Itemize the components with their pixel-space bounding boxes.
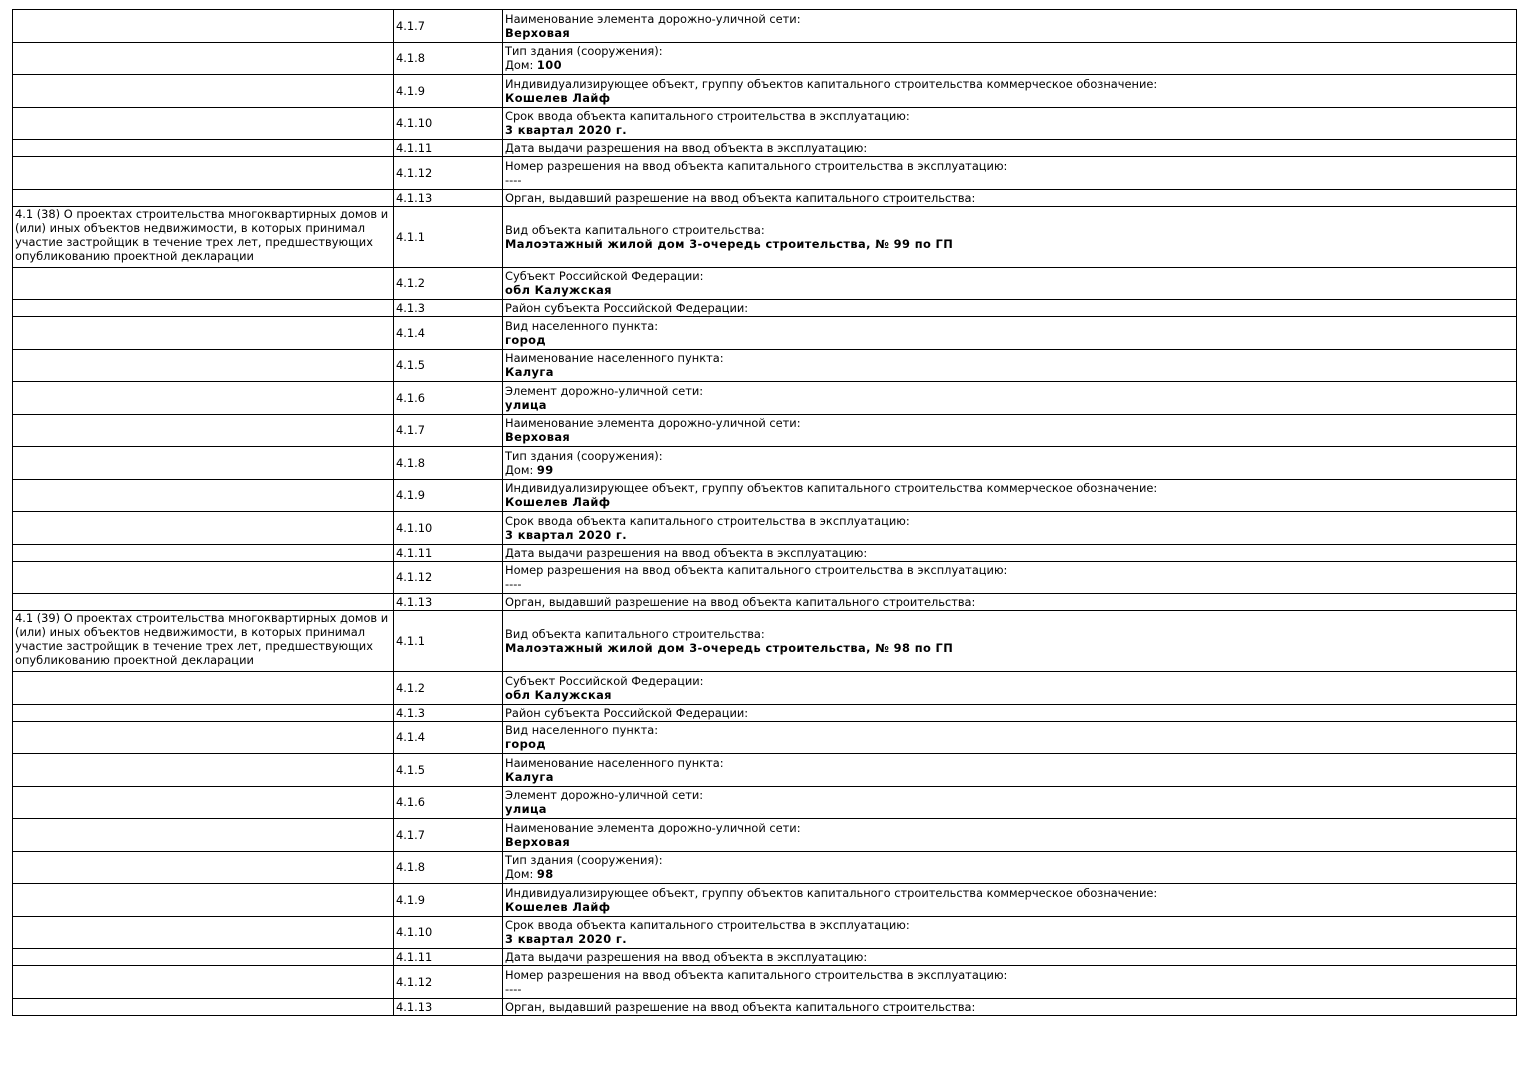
item-content: [503, 42, 1517, 75]
item-code: 4.1.7: [394, 10, 503, 43]
section-cell: [13, 704, 394, 721]
item-code: 4.1.10: [394, 107, 503, 140]
item-value-line: [505, 237, 1514, 251]
item-value: 98: [536, 867, 554, 882]
item-empty-value: ----: [505, 172, 522, 187]
section-cell: [13, 300, 394, 317]
item-value-line: [505, 770, 1514, 784]
item-label: Индивидуализирующее объект, группу объектов капитального строительства коммерческое обозначение:: [505, 481, 1158, 496]
item-value: город: [505, 737, 546, 752]
item-value: улица: [505, 397, 547, 412]
item-value: Малоэтажный жилой дом 3-очередь строительства, № 98 по ГП: [505, 641, 954, 655]
item-value-line: [505, 283, 1514, 297]
item-content: [503, 672, 1517, 705]
item-content: [503, 447, 1517, 480]
table-row: [13, 884, 1517, 917]
item-value-prefix: Дом:: [505, 462, 537, 477]
section-cell: [13, 479, 394, 512]
item-code: 4.1.7: [394, 414, 503, 447]
item-code: 4.1.12: [394, 561, 503, 594]
table-row: [13, 140, 1517, 157]
section-cell: [13, 349, 394, 382]
item-content: [503, 998, 1517, 1015]
item-code: 4.1.3: [394, 300, 503, 317]
section-cell: 4.1 (38) О проектах строительства многоквартирных домов и (или) иных объектов недвижимости, в которых принимал участие застройщик в течение трех лет, предшествующих опубликованию проектной декларации: [13, 206, 394, 267]
table-row: [13, 786, 1517, 819]
item-value-line: [505, 333, 1514, 347]
item-value: Малоэтажный жилой дом 3-очередь строительства, № 99 по ГП: [505, 236, 954, 251]
item-label: Район субъекта Российской Федерации:: [505, 705, 749, 720]
item-content: [503, 317, 1517, 350]
item-label: Срок ввода объекта капитального строительства в эксплуатацию:: [505, 513, 910, 528]
section-cell: [13, 75, 394, 108]
item-content: [503, 594, 1517, 611]
item-content: [503, 107, 1517, 140]
item-value-line: [505, 123, 1514, 137]
table-row: [13, 949, 1517, 966]
section-cell: 4.1 (39) О проектах строительства многоквартирных домов и (или) иных объектов недвижимости, в которых принимал участие застройщик в течение трех лет, предшествующих опубликованию проектной декларации: [13, 611, 394, 672]
item-content: [503, 966, 1517, 999]
section-cell: [13, 414, 394, 447]
section-cell: [13, 544, 394, 561]
item-label: Орган, выдавший разрешение на ввод объекта капитального строительства:: [505, 190, 976, 205]
item-content: [503, 754, 1517, 787]
item-code: 4.1.12: [394, 157, 503, 190]
declaration-table: [12, 9, 1517, 1016]
item-code: 4.1.2: [394, 267, 503, 300]
item-label: Вид объекта капитального строительства:: [505, 222, 765, 237]
item-value-line: [505, 867, 1514, 881]
item-label: Наименование элемента дорожно-уличной сети:: [505, 11, 801, 26]
item-code: 4.1.9: [394, 75, 503, 108]
section-cell: [13, 884, 394, 917]
item-value: Кошелев Лайф: [505, 90, 611, 105]
item-value: обл Калужская: [505, 283, 612, 298]
item-label: Субъект Российской Федерации:: [505, 673, 704, 688]
table-row: [13, 611, 1517, 672]
section-cell: [13, 754, 394, 787]
item-value: 3 квартал 2020 г.: [505, 123, 628, 138]
item-label: Орган, выдавший разрешение на ввод объекта капитального строительства:: [505, 595, 976, 609]
item-label: Тип здания (сооружения):: [505, 448, 663, 463]
table-row: [13, 966, 1517, 999]
table-row: [13, 544, 1517, 561]
section-cell: [13, 140, 394, 157]
table-row: [13, 704, 1517, 721]
item-label: Наименование населенного пункта:: [505, 755, 724, 770]
table-row: [13, 317, 1517, 350]
table-row: [13, 300, 1517, 317]
section-cell: [13, 916, 394, 949]
item-content: [503, 916, 1517, 949]
section-cell: [13, 998, 394, 1015]
item-content: [503, 851, 1517, 884]
item-code: 4.1.11: [394, 949, 503, 966]
item-content: [503, 512, 1517, 545]
item-label: Срок ввода объекта капитального строительства в эксплуатацию:: [505, 918, 910, 933]
item-value: Верховая: [505, 25, 571, 40]
item-content: [503, 479, 1517, 512]
item-code: 4.1.2: [394, 672, 503, 705]
item-value: Кошелев Лайф: [505, 495, 611, 510]
item-value: Верховая: [505, 430, 571, 445]
item-value-line: [505, 528, 1514, 542]
section-cell: [13, 966, 394, 999]
item-value-prefix: Дом:: [505, 58, 537, 73]
item-code: 4.1.1: [394, 611, 503, 672]
item-value-line: [505, 835, 1514, 849]
section-cell: [13, 157, 394, 190]
section-cell: [13, 382, 394, 415]
section-cell: [13, 42, 394, 75]
table-row: [13, 479, 1517, 512]
table-row: [13, 447, 1517, 480]
item-value-line: [505, 398, 1514, 412]
item-value-line: [505, 900, 1514, 914]
item-code: 4.1.4: [394, 721, 503, 754]
item-label: Дата выдачи разрешения на ввод объекта в эксплуатацию:: [505, 950, 868, 964]
item-code: 4.1.6: [394, 382, 503, 415]
item-value-line: [505, 26, 1514, 40]
item-code: 4.1.5: [394, 754, 503, 787]
item-code: 4.1.12: [394, 966, 503, 999]
table-row: [13, 189, 1517, 206]
item-value: улица: [505, 802, 547, 817]
table-row: [13, 819, 1517, 852]
section-cell: [13, 672, 394, 705]
section-cell: [13, 10, 394, 43]
item-value-line: [505, 737, 1514, 751]
item-value-line: [505, 495, 1514, 509]
table-row: [13, 157, 1517, 190]
item-code: 4.1.11: [394, 140, 503, 157]
item-label: Номер разрешения на ввод объекта капитального строительства в эксплуатацию:: [505, 967, 1008, 982]
item-value: 100: [536, 58, 562, 73]
section-cell: [13, 447, 394, 480]
item-label: Наименование населенного пункта:: [505, 351, 724, 366]
item-code: 4.1.4: [394, 317, 503, 350]
item-content: [503, 206, 1517, 267]
item-label: Номер разрешения на ввод объекта капитального строительства в эксплуатацию:: [505, 158, 1008, 173]
section-cell: [13, 107, 394, 140]
item-code: 4.1.13: [394, 594, 503, 611]
table-row: [13, 594, 1517, 611]
item-label: Индивидуализирующее объект, группу объектов капитального строительства коммерческое обозначение:: [505, 76, 1158, 91]
item-code: 4.1.5: [394, 349, 503, 382]
item-content: [503, 382, 1517, 415]
item-value-prefix: Дом:: [505, 867, 537, 882]
item-code: 4.1.11: [394, 544, 503, 561]
table-row: [13, 754, 1517, 787]
item-content: [503, 721, 1517, 754]
item-value: 99: [536, 462, 554, 477]
table-row: [13, 107, 1517, 140]
item-value-line: [505, 932, 1514, 946]
item-code: 4.1.6: [394, 786, 503, 819]
item-content: [503, 884, 1517, 917]
item-label: Элемент дорожно-уличной сети:: [505, 788, 704, 803]
item-value: город: [505, 332, 546, 347]
item-value: Калуга: [505, 365, 554, 380]
item-content: [503, 267, 1517, 300]
item-code: 4.1.3: [394, 704, 503, 721]
item-code: 4.1.9: [394, 884, 503, 917]
item-label: Район субъекта Российской Федерации:: [505, 301, 749, 315]
item-value: Калуга: [505, 769, 554, 784]
item-code: 4.1.13: [394, 189, 503, 206]
item-content: [503, 704, 1517, 721]
table-row: [13, 916, 1517, 949]
table-row: [13, 998, 1517, 1015]
item-empty-value: ----: [505, 577, 522, 592]
item-content: [503, 414, 1517, 447]
item-label: Тип здания (сооружения):: [505, 853, 663, 868]
item-content: [503, 949, 1517, 966]
item-label: Номер разрешения на ввод объекта капитального строительства в эксплуатацию:: [505, 563, 1008, 578]
item-content: [503, 157, 1517, 190]
item-content: [503, 189, 1517, 206]
table-row: [13, 10, 1517, 43]
table-row: [13, 206, 1517, 267]
table-row: [13, 721, 1517, 754]
item-content: [503, 786, 1517, 819]
section-cell: [13, 851, 394, 884]
item-label: Наименование элемента дорожно-уличной сети:: [505, 820, 801, 835]
item-label: Наименование элемента дорожно-уличной сети:: [505, 416, 801, 431]
section-cell: [13, 189, 394, 206]
section-cell: [13, 594, 394, 611]
item-value-line: [505, 365, 1514, 379]
table-row: [13, 414, 1517, 447]
item-code: 4.1.1: [394, 206, 503, 267]
item-value-line: [505, 802, 1514, 816]
item-content: [503, 611, 1517, 672]
item-content: [503, 300, 1517, 317]
item-content: [503, 561, 1517, 594]
table-row: [13, 42, 1517, 75]
section-cell: [13, 317, 394, 350]
item-label: Элемент дорожно-уличной сети:: [505, 383, 704, 398]
item-label: Орган, выдавший разрешение на ввод объекта капитального строительства:: [505, 999, 976, 1014]
item-code: 4.1.10: [394, 916, 503, 949]
item-code: 4.1.8: [394, 447, 503, 480]
section-cell: [13, 819, 394, 852]
item-value: Верховая: [505, 834, 571, 849]
item-label: Дата выдачи разрешения на ввод объекта в эксплуатацию:: [505, 141, 868, 155]
declaration-table-body: [13, 10, 1517, 1016]
item-value: Кошелев Лайф: [505, 899, 611, 914]
section-cell: [13, 512, 394, 545]
table-row: [13, 512, 1517, 545]
item-code: 4.1.13: [394, 998, 503, 1015]
item-value: 3 квартал 2020 г.: [505, 932, 628, 947]
item-value: 3 квартал 2020 г.: [505, 527, 628, 542]
item-empty-value: ----: [505, 981, 522, 996]
item-label: Вид населенного пункта:: [505, 318, 659, 333]
item-value-line: [505, 91, 1514, 105]
item-content: [503, 349, 1517, 382]
item-label: Срок ввода объекта капитального строительства в эксплуатацию:: [505, 109, 910, 124]
item-label: Тип здания (сооружения):: [505, 44, 663, 59]
section-cell: [13, 721, 394, 754]
item-value-line: [505, 641, 1514, 655]
table-row: [13, 561, 1517, 594]
item-value-line: [505, 430, 1514, 444]
item-code: 4.1.8: [394, 42, 503, 75]
item-value-line: [505, 463, 1514, 477]
item-content: [503, 10, 1517, 43]
item-content: [503, 140, 1517, 157]
table-row: [13, 672, 1517, 705]
item-code: 4.1.8: [394, 851, 503, 884]
table-row: [13, 382, 1517, 415]
item-value-line: [505, 688, 1514, 702]
item-label: Вид населенного пункта:: [505, 723, 659, 738]
item-label: Вид объекта капитального строительства:: [505, 627, 765, 641]
item-value: обл Калужская: [505, 687, 612, 702]
item-code: 4.1.10: [394, 512, 503, 545]
item-label: Субъект Российской Федерации:: [505, 269, 704, 284]
section-cell: [13, 786, 394, 819]
item-content: [503, 819, 1517, 852]
section-cell: [13, 949, 394, 966]
table-row: [13, 267, 1517, 300]
section-cell: [13, 267, 394, 300]
table-row: [13, 851, 1517, 884]
item-content: [503, 544, 1517, 561]
table-row: [13, 349, 1517, 382]
item-value-line: [505, 58, 1514, 72]
table-row: [13, 75, 1517, 108]
item-code: 4.1.7: [394, 819, 503, 852]
section-cell: [13, 561, 394, 594]
item-code: 4.1.9: [394, 479, 503, 512]
item-label: Индивидуализирующее объект, группу объектов капитального строительства коммерческое обозначение:: [505, 885, 1158, 900]
item-content: [503, 75, 1517, 108]
item-label: Дата выдачи разрешения на ввод объекта в эксплуатацию:: [505, 545, 868, 560]
